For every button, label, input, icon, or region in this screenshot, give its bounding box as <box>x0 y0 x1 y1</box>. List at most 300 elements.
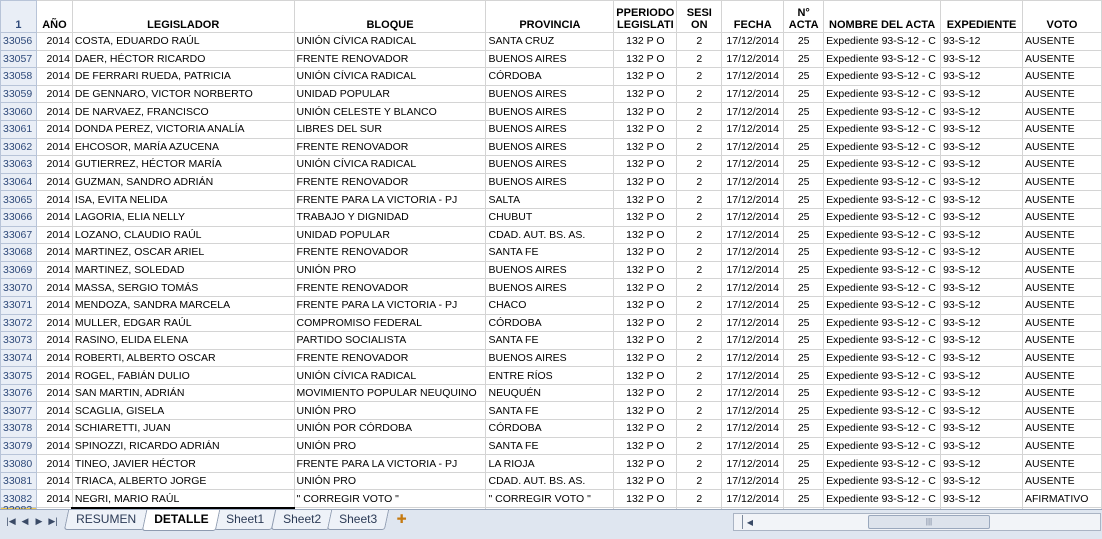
cell-legislador[interactable]: SCAGLIA, GISELA <box>72 402 294 420</box>
cell-expediente[interactable]: 93-S-12 <box>941 261 1023 279</box>
tab-sheet2[interactable]: Sheet2 <box>270 510 332 530</box>
col-header-nombre-acta[interactable]: NOMBRE DEL ACTA <box>824 1 941 33</box>
cell-provincia[interactable]: BUENOS AIRES <box>486 85 614 103</box>
row-header[interactable]: 33070 <box>1 279 37 297</box>
cell-periodo[interactable]: 132 P O <box>614 244 677 262</box>
cell-periodo[interactable]: 132 P O <box>614 296 677 314</box>
cell-acta[interactable]: 25 <box>784 279 824 297</box>
cell-voto[interactable]: AUSENTE <box>1023 173 1102 191</box>
cell-sesion[interactable]: 2 <box>677 402 722 420</box>
cell-fecha[interactable]: 17/12/2014 <box>722 208 784 226</box>
cell-expediente[interactable]: 93-S-12 <box>941 33 1023 51</box>
cell-legislador[interactable]: DONDA PEREZ, VICTORIA ANALÍA <box>72 120 294 138</box>
cell-legislador[interactable]: MENDOZA, SANDRA MARCELA <box>72 296 294 314</box>
cell-fecha[interactable]: 17/12/2014 <box>722 455 784 473</box>
cell-acta[interactable]: 25 <box>784 50 824 68</box>
cell-legislador[interactable]: DE NARVAEZ, FRANCISCO <box>72 103 294 121</box>
cell-voto[interactable]: AUSENTE <box>1023 120 1102 138</box>
cell-expediente[interactable]: 93-S-12 <box>941 437 1023 455</box>
row-header[interactable]: 33063 <box>1 156 37 174</box>
cell-legislador[interactable]: NEGRI, MARIO RAÚL <box>72 490 294 508</box>
cell-ano[interactable]: 2014 <box>36 138 72 156</box>
cell-ano[interactable]: 2014 <box>36 261 72 279</box>
cell-expediente[interactable]: 93-S-12 <box>941 85 1023 103</box>
col-header-bloque[interactable]: BLOQUE <box>294 1 486 33</box>
cell-acta[interactable]: 25 <box>784 261 824 279</box>
cell-sesion[interactable]: 2 <box>677 191 722 209</box>
cell-expediente[interactable]: 93-S-12 <box>941 314 1023 332</box>
cell-sesion[interactable]: 2 <box>677 437 722 455</box>
row-header[interactable]: 33058 <box>1 68 37 86</box>
cell-acta[interactable]: 25 <box>784 226 824 244</box>
cell-sesion[interactable]: 2 <box>677 420 722 438</box>
cell-acta[interactable]: 25 <box>784 208 824 226</box>
cell-expediente[interactable]: 93-S-12 <box>941 208 1023 226</box>
cell-nombre-acta[interactable]: Expediente 93-S-12 - C <box>824 332 941 350</box>
cell-provincia[interactable]: CHACO <box>486 296 614 314</box>
cell-acta[interactable]: 25 <box>784 472 824 490</box>
tab-sheet3[interactable]: Sheet3 <box>326 510 388 530</box>
cell-voto[interactable]: AUSENTE <box>1023 85 1102 103</box>
cell-provincia[interactable]: " CORREGIR VOTO " <box>486 490 614 508</box>
cell-sesion[interactable]: 2 <box>677 261 722 279</box>
cell-periodo[interactable]: 132 P O <box>614 420 677 438</box>
cell-nombre-acta[interactable]: Expediente 93-S-12 - C <box>824 226 941 244</box>
cell-acta[interactable]: 25 <box>784 367 824 385</box>
row-header[interactable]: 33064 <box>1 173 37 191</box>
cell-provincia[interactable]: BUENOS AIRES <box>486 279 614 297</box>
first-sheet-icon[interactable]: |◀ <box>6 515 16 526</box>
cell-fecha[interactable]: 17/12/2014 <box>722 120 784 138</box>
cell-expediente[interactable]: 93-S-12 <box>941 120 1023 138</box>
cell-ano[interactable]: 2014 <box>36 472 72 490</box>
cell-acta[interactable]: 25 <box>784 85 824 103</box>
cell-expediente[interactable]: 93-S-12 <box>941 490 1023 508</box>
cell-bloque[interactable]: UNIÓN CÍVICA RADICAL <box>294 33 486 51</box>
cell-fecha[interactable]: 17/12/2014 <box>722 384 784 402</box>
cell-bloque[interactable]: UNIÓN PRO <box>294 402 486 420</box>
cell-provincia[interactable]: BUENOS AIRES <box>486 120 614 138</box>
cell-sesion[interactable]: 2 <box>677 244 722 262</box>
cell-ano[interactable]: 2014 <box>36 85 72 103</box>
cell-voto[interactable]: AUSENTE <box>1023 156 1102 174</box>
cell-provincia[interactable]: SANTA FE <box>486 244 614 262</box>
row-header[interactable]: 33069 <box>1 261 37 279</box>
next-sheet-icon[interactable]: ▶ <box>35 515 43 526</box>
cell-sesion[interactable]: 2 <box>677 138 722 156</box>
cell-sesion[interactable]: 2 <box>677 173 722 191</box>
cell-provincia[interactable]: SALTA <box>486 191 614 209</box>
cell-sesion[interactable]: 2 <box>677 156 722 174</box>
cell-sesion[interactable]: 2 <box>677 120 722 138</box>
cell-expediente[interactable]: 93-S-12 <box>941 103 1023 121</box>
row-header[interactable]: 33081 <box>1 472 37 490</box>
cell-legislador[interactable]: ISA, EVITA NELIDA <box>72 191 294 209</box>
cell-fecha[interactable]: 17/12/2014 <box>722 50 784 68</box>
cell-bloque[interactable]: UNIÓN CÍVICA RADICAL <box>294 68 486 86</box>
cell-acta[interactable]: 25 <box>784 314 824 332</box>
cell-voto[interactable]: AUSENTE <box>1023 296 1102 314</box>
cell-voto[interactable]: AUSENTE <box>1023 244 1102 262</box>
cell-expediente[interactable]: 93-S-12 <box>941 226 1023 244</box>
cell-expediente[interactable]: 93-S-12 <box>941 384 1023 402</box>
cell-fecha[interactable]: 17/12/2014 <box>722 68 784 86</box>
cell-acta[interactable]: 25 <box>784 120 824 138</box>
cell-fecha[interactable]: 17/12/2014 <box>722 261 784 279</box>
cell-ano[interactable]: 2014 <box>36 296 72 314</box>
tab-detalle[interactable]: DETALLE <box>142 510 221 531</box>
cell-voto[interactable]: AUSENTE <box>1023 68 1102 86</box>
cell-bloque[interactable]: UNIDAD POPULAR <box>294 85 486 103</box>
cell-voto[interactable]: AUSENTE <box>1023 191 1102 209</box>
cell-periodo[interactable]: 132 P O <box>614 33 677 51</box>
cell-periodo[interactable]: 132 P O <box>614 472 677 490</box>
cell-expediente[interactable]: 93-S-12 <box>941 191 1023 209</box>
row-header[interactable]: 33072 <box>1 314 37 332</box>
cell-ano[interactable]: 2014 <box>36 156 72 174</box>
cell-acta[interactable]: 25 <box>784 296 824 314</box>
cell-nombre-acta[interactable]: Expediente 93-S-12 - C <box>824 103 941 121</box>
col-header-expediente[interactable]: EXPEDIENTE <box>941 1 1023 33</box>
cell-voto[interactable]: AUSENTE <box>1023 367 1102 385</box>
cell-ano[interactable]: 2014 <box>36 437 72 455</box>
cell-legislador[interactable]: TINEO, JAVIER HÉCTOR <box>72 455 294 473</box>
row-header[interactable]: 33062 <box>1 138 37 156</box>
col-header-voto[interactable]: VOTO <box>1023 1 1102 33</box>
last-sheet-icon[interactable]: ▶| <box>48 515 58 526</box>
cell-voto[interactable]: AUSENTE <box>1023 384 1102 402</box>
cell-bloque[interactable]: " CORREGIR VOTO " <box>294 490 486 508</box>
cell-nombre-acta[interactable]: Expediente 93-S-12 - C <box>824 244 941 262</box>
cell-acta[interactable]: 25 <box>784 33 824 51</box>
cell-voto[interactable]: AUSENTE <box>1023 279 1102 297</box>
cell-bloque[interactable]: FRENTE RENOVADOR <box>294 279 486 297</box>
cell-legislador[interactable]: LOZANO, CLAUDIO RAÚL <box>72 226 294 244</box>
cell-voto[interactable]: AUSENTE <box>1023 420 1102 438</box>
cell-legislador[interactable]: MULLER, EDGAR RAÚL <box>72 314 294 332</box>
cell-voto[interactable]: AUSENTE <box>1023 314 1102 332</box>
cell-expediente[interactable]: 93-S-12 <box>941 50 1023 68</box>
cell-nombre-acta[interactable]: Expediente 93-S-12 - C <box>824 33 941 51</box>
cell-provincia[interactable]: SANTA FE <box>486 437 614 455</box>
cell-provincia[interactable]: CÓRDOBA <box>486 420 614 438</box>
cell-fecha[interactable]: 17/12/2014 <box>722 332 784 350</box>
cell-acta[interactable]: 25 <box>784 402 824 420</box>
cell-legislador[interactable]: SAN MARTIN, ADRIÁN <box>72 384 294 402</box>
cell-sesion[interactable]: 2 <box>677 455 722 473</box>
cell-bloque[interactable]: FRENTE PARA LA VICTORIA - PJ <box>294 455 486 473</box>
cell-ano[interactable]: 2014 <box>36 455 72 473</box>
cell-bloque[interactable]: UNIÓN PRO <box>294 472 486 490</box>
cell-fecha[interactable]: 17/12/2014 <box>722 349 784 367</box>
cell-nombre-acta[interactable]: Expediente 93-S-12 - C <box>824 191 941 209</box>
cell-bloque[interactable]: FRENTE RENOVADOR <box>294 349 486 367</box>
cell-provincia[interactable]: BUENOS AIRES <box>486 261 614 279</box>
cell-nombre-acta[interactable]: Expediente 93-S-12 - C <box>824 208 941 226</box>
cell-fecha[interactable]: 17/12/2014 <box>722 103 784 121</box>
row-header[interactable]: 33056 <box>1 33 37 51</box>
cell-nombre-acta[interactable]: Expediente 93-S-12 - C <box>824 314 941 332</box>
row-header[interactable]: 33061 <box>1 120 37 138</box>
cell-expediente[interactable]: 93-S-12 <box>941 472 1023 490</box>
cell-expediente[interactable]: 93-S-12 <box>941 402 1023 420</box>
cell-fecha[interactable]: 17/12/2014 <box>722 156 784 174</box>
cell-nombre-acta[interactable]: Expediente 93-S-12 - C <box>824 138 941 156</box>
row-header[interactable]: 33057 <box>1 50 37 68</box>
cell-fecha[interactable]: 17/12/2014 <box>722 314 784 332</box>
cell-fecha[interactable]: 17/12/2014 <box>722 244 784 262</box>
cell-sesion[interactable]: 2 <box>677 490 722 508</box>
cell-voto[interactable]: AUSENTE <box>1023 332 1102 350</box>
cell-voto[interactable]: AUSENTE <box>1023 138 1102 156</box>
cell-acta[interactable]: 25 <box>784 384 824 402</box>
cell-nombre-acta[interactable]: Expediente 93-S-12 - C <box>824 85 941 103</box>
cell-bloque[interactable]: UNIÓN CÍVICA RADICAL <box>294 367 486 385</box>
cell-nombre-acta[interactable]: Expediente 93-S-12 - C <box>824 490 941 508</box>
cell-periodo[interactable]: 132 P O <box>614 173 677 191</box>
row-header[interactable]: 33077 <box>1 402 37 420</box>
cell-legislador[interactable]: LAGORIA, ELIA NELLY <box>72 208 294 226</box>
cell-acta[interactable]: 25 <box>784 68 824 86</box>
cell-nombre-acta[interactable]: Expediente 93-S-12 - C <box>824 279 941 297</box>
cell-periodo[interactable]: 132 P O <box>614 208 677 226</box>
cell-voto[interactable]: AUSENTE <box>1023 349 1102 367</box>
cell-ano[interactable]: 2014 <box>36 420 72 438</box>
cell-legislador[interactable]: ROBERTI, ALBERTO OSCAR <box>72 349 294 367</box>
cell-sesion[interactable]: 2 <box>677 85 722 103</box>
cell-expediente[interactable]: 93-S-12 <box>941 455 1023 473</box>
cell-periodo[interactable]: 132 P O <box>614 103 677 121</box>
cell-legislador[interactable]: DE GENNARO, VICTOR NORBERTO <box>72 85 294 103</box>
cell-expediente[interactable]: 93-S-12 <box>941 296 1023 314</box>
cell-bloque[interactable]: FRENTE PARA LA VICTORIA - PJ <box>294 296 486 314</box>
cell-nombre-acta[interactable]: Expediente 93-S-12 - C <box>824 349 941 367</box>
cell-legislador[interactable]: GUZMAN, SANDRO ADRIÁN <box>72 173 294 191</box>
cell-voto[interactable]: AUSENTE <box>1023 226 1102 244</box>
cell-legislador[interactable]: DE FERRARI RUEDA, PATRICIA <box>72 68 294 86</box>
cell-acta[interactable]: 25 <box>784 103 824 121</box>
cell-bloque[interactable]: TRABAJO Y DIGNIDAD <box>294 208 486 226</box>
cell-legislador[interactable]: TRIACA, ALBERTO JORGE <box>72 472 294 490</box>
cell-provincia[interactable]: BUENOS AIRES <box>486 138 614 156</box>
scroll-thumb[interactable]: ||| <box>868 515 990 529</box>
cell-sesion[interactable]: 2 <box>677 384 722 402</box>
cell-nombre-acta[interactable]: Expediente 93-S-12 - C <box>824 437 941 455</box>
row-header[interactable]: 33078 <box>1 420 37 438</box>
cell-voto[interactable]: AUSENTE <box>1023 472 1102 490</box>
cell-acta[interactable]: 25 <box>784 420 824 438</box>
cell-legislador[interactable]: EHCOSOR, MARÍA AZUCENA <box>72 138 294 156</box>
cell-provincia[interactable]: LA RIOJA <box>486 455 614 473</box>
cell-ano[interactable]: 2014 <box>36 349 72 367</box>
cell-acta[interactable]: 25 <box>784 455 824 473</box>
cell-legislador[interactable]: DAER, HÉCTOR RICARDO <box>72 50 294 68</box>
cell-ano[interactable]: 2014 <box>36 120 72 138</box>
cell-nombre-acta[interactable]: Expediente 93-S-12 - C <box>824 156 941 174</box>
cell-fecha[interactable]: 17/12/2014 <box>722 279 784 297</box>
cell-provincia[interactable]: BUENOS AIRES <box>486 349 614 367</box>
cell-sesion[interactable]: 2 <box>677 332 722 350</box>
cell-fecha[interactable]: 17/12/2014 <box>722 402 784 420</box>
cell-legislador[interactable]: SCHIARETTI, JUAN <box>72 420 294 438</box>
cell-bloque[interactable]: FRENTE RENOVADOR <box>294 50 486 68</box>
row-header[interactable]: 33076 <box>1 384 37 402</box>
cell-sesion[interactable]: 2 <box>677 367 722 385</box>
cell-bloque[interactable]: UNIDAD POPULAR <box>294 226 486 244</box>
col-header-provincia[interactable]: PROVINCIA <box>486 1 614 33</box>
tab-resumen[interactable]: RESUMEN <box>64 510 148 530</box>
cell-nombre-acta[interactable]: Expediente 93-S-12 - C <box>824 472 941 490</box>
row-header[interactable]: 33067 <box>1 226 37 244</box>
cell-fecha[interactable]: 17/12/2014 <box>722 420 784 438</box>
cell-periodo[interactable]: 132 P O <box>614 384 677 402</box>
cell-nombre-acta[interactable]: Expediente 93-S-12 - C <box>824 120 941 138</box>
cell-expediente[interactable]: 93-S-12 <box>941 156 1023 174</box>
cell-provincia[interactable]: SANTA CRUZ <box>486 33 614 51</box>
cell-voto[interactable]: AUSENTE <box>1023 455 1102 473</box>
cell-acta[interactable]: 25 <box>784 437 824 455</box>
cell-nombre-acta[interactable]: Expediente 93-S-12 - C <box>824 68 941 86</box>
cell-voto[interactable]: AUSENTE <box>1023 50 1102 68</box>
cell-bloque[interactable]: UNIÓN CÍVICA RADICAL <box>294 156 486 174</box>
cell-fecha[interactable]: 17/12/2014 <box>722 437 784 455</box>
cell-acta[interactable]: 25 <box>784 191 824 209</box>
cell-acta[interactable]: 25 <box>784 156 824 174</box>
cell-sesion[interactable]: 2 <box>677 50 722 68</box>
cell-expediente[interactable]: 93-S-12 <box>941 367 1023 385</box>
cell-provincia[interactable]: CÓRDOBA <box>486 314 614 332</box>
cell-sesion[interactable]: 2 <box>677 279 722 297</box>
tab-sheet1[interactable]: Sheet1 <box>214 510 276 530</box>
cell-nombre-acta[interactable]: Expediente 93-S-12 - C <box>824 296 941 314</box>
cell-ano[interactable]: 2014 <box>36 367 72 385</box>
cell-periodo[interactable]: 132 P O <box>614 138 677 156</box>
cell-ano[interactable]: 2014 <box>36 191 72 209</box>
cell-provincia[interactable]: CDAD. AUT. BS. AS. <box>486 226 614 244</box>
cell-provincia[interactable]: SANTA FE <box>486 332 614 350</box>
cell-fecha[interactable]: 17/12/2014 <box>722 173 784 191</box>
cell-nombre-acta[interactable]: Expediente 93-S-12 - C <box>824 420 941 438</box>
cell-legislador[interactable]: SPINOZZI, RICARDO ADRIÁN <box>72 437 294 455</box>
col-header-n-acta[interactable]: N° ACTA <box>784 1 824 33</box>
cell-periodo[interactable]: 132 P O <box>614 437 677 455</box>
cell-sesion[interactable]: 2 <box>677 68 722 86</box>
cell-fecha[interactable]: 17/12/2014 <box>722 191 784 209</box>
cell-bloque[interactable]: UNIÓN PRO <box>294 437 486 455</box>
cell-ano[interactable]: 2014 <box>36 279 72 297</box>
cell-ano[interactable]: 2014 <box>36 244 72 262</box>
cell-provincia[interactable]: CDAD. AUT. BS. AS. <box>486 472 614 490</box>
row-header[interactable]: 33079 <box>1 437 37 455</box>
cell-expediente[interactable]: 93-S-12 <box>941 138 1023 156</box>
scroll-split-handle[interactable] <box>736 515 743 529</box>
cell-bloque[interactable]: FRENTE RENOVADOR <box>294 244 486 262</box>
cell-ano[interactable]: 2014 <box>36 490 72 508</box>
col-header-sesion[interactable]: SESI ON <box>677 1 722 33</box>
cell-periodo[interactable]: 132 P O <box>614 156 677 174</box>
cell-provincia[interactable]: SANTA FE <box>486 402 614 420</box>
cell-sesion[interactable]: 2 <box>677 349 722 367</box>
cell-nombre-acta[interactable]: Expediente 93-S-12 - C <box>824 455 941 473</box>
cell-sesion[interactable]: 2 <box>677 314 722 332</box>
cell-periodo[interactable]: 132 P O <box>614 226 677 244</box>
cell-ano[interactable]: 2014 <box>36 384 72 402</box>
scroll-left-icon[interactable]: ◀ <box>746 517 754 527</box>
cell-expediente[interactable]: 93-S-12 <box>941 420 1023 438</box>
cell-provincia[interactable]: CHUBUT <box>486 208 614 226</box>
cell-acta[interactable]: 25 <box>784 244 824 262</box>
cell-bloque[interactable]: PARTIDO SOCIALISTA <box>294 332 486 350</box>
cell-acta[interactable]: 25 <box>784 173 824 191</box>
cell-fecha[interactable]: 17/12/2014 <box>722 226 784 244</box>
cell-provincia[interactable]: BUENOS AIRES <box>486 103 614 121</box>
cell-ano[interactable]: 2014 <box>36 33 72 51</box>
cell-bloque[interactable]: FRENTE PARA LA VICTORIA - PJ <box>294 191 486 209</box>
cell-nombre-acta[interactable]: Expediente 93-S-12 - C <box>824 261 941 279</box>
cell-sesion[interactable]: 2 <box>677 103 722 121</box>
cell-provincia[interactable]: BUENOS AIRES <box>486 156 614 174</box>
cell-periodo[interactable]: 132 P O <box>614 261 677 279</box>
cell-periodo[interactable]: 132 P O <box>614 402 677 420</box>
cell-periodo[interactable]: 132 P O <box>614 314 677 332</box>
cell-nombre-acta[interactable]: Expediente 93-S-12 - C <box>824 173 941 191</box>
cell-bloque[interactable]: UNIÓN CELESTE Y BLANCO <box>294 103 486 121</box>
cell-legislador[interactable]: MARTINEZ, SOLEDAD <box>72 261 294 279</box>
row-header[interactable]: 33068 <box>1 244 37 262</box>
cell-ano[interactable]: 2014 <box>36 226 72 244</box>
cell-provincia[interactable]: BUENOS AIRES <box>486 50 614 68</box>
cell-provincia[interactable]: CÓRDOBA <box>486 68 614 86</box>
cell-nombre-acta[interactable]: Expediente 93-S-12 - C <box>824 384 941 402</box>
row-header[interactable]: 33071 <box>1 296 37 314</box>
cell-voto[interactable]: AFIRMATIVO <box>1023 490 1102 508</box>
cell-sesion[interactable]: 2 <box>677 296 722 314</box>
cell-voto[interactable]: AUSENTE <box>1023 208 1102 226</box>
cell-expediente[interactable]: 93-S-12 <box>941 349 1023 367</box>
cell-periodo[interactable]: 132 P O <box>614 455 677 473</box>
row-header[interactable]: 33080 <box>1 455 37 473</box>
cell-bloque[interactable]: FRENTE RENOVADOR <box>294 138 486 156</box>
col-header-fecha[interactable]: FECHA <box>722 1 784 33</box>
cell-ano[interactable]: 2014 <box>36 208 72 226</box>
cell-legislador[interactable]: COSTA, EDUARDO RAÚL <box>72 33 294 51</box>
cell-ano[interactable]: 2014 <box>36 173 72 191</box>
col-header-legislador[interactable]: LEGISLADOR <box>72 1 294 33</box>
cell-bloque[interactable]: COMPROMISO FEDERAL <box>294 314 486 332</box>
cell-voto[interactable]: AUSENTE <box>1023 103 1102 121</box>
cell-acta[interactable]: 25 <box>784 490 824 508</box>
horizontal-scrollbar[interactable] <box>733 513 1101 531</box>
cell-periodo[interactable]: 132 P O <box>614 490 677 508</box>
cell-bloque[interactable]: UNIÓN POR CÓRDOBA <box>294 420 486 438</box>
cell-sesion[interactable]: 2 <box>677 472 722 490</box>
cell-expediente[interactable]: 93-S-12 <box>941 332 1023 350</box>
cell-nombre-acta[interactable]: Expediente 93-S-12 - C <box>824 402 941 420</box>
row-header[interactable]: 33075 <box>1 367 37 385</box>
cell-ano[interactable]: 2014 <box>36 50 72 68</box>
cell-periodo[interactable]: 132 P O <box>614 85 677 103</box>
cell-periodo[interactable]: 132 P O <box>614 367 677 385</box>
cell-provincia[interactable]: BUENOS AIRES <box>486 173 614 191</box>
cell-legislador[interactable]: RASINO, ELIDA ELENA <box>72 332 294 350</box>
cell-expediente[interactable]: 93-S-12 <box>941 279 1023 297</box>
cell-sesion[interactable]: 2 <box>677 208 722 226</box>
cell-periodo[interactable]: 132 P O <box>614 50 677 68</box>
cell-periodo[interactable]: 132 P O <box>614 332 677 350</box>
cell-ano[interactable]: 2014 <box>36 402 72 420</box>
cell-expediente[interactable]: 93-S-12 <box>941 173 1023 191</box>
cell-acta[interactable]: 25 <box>784 138 824 156</box>
